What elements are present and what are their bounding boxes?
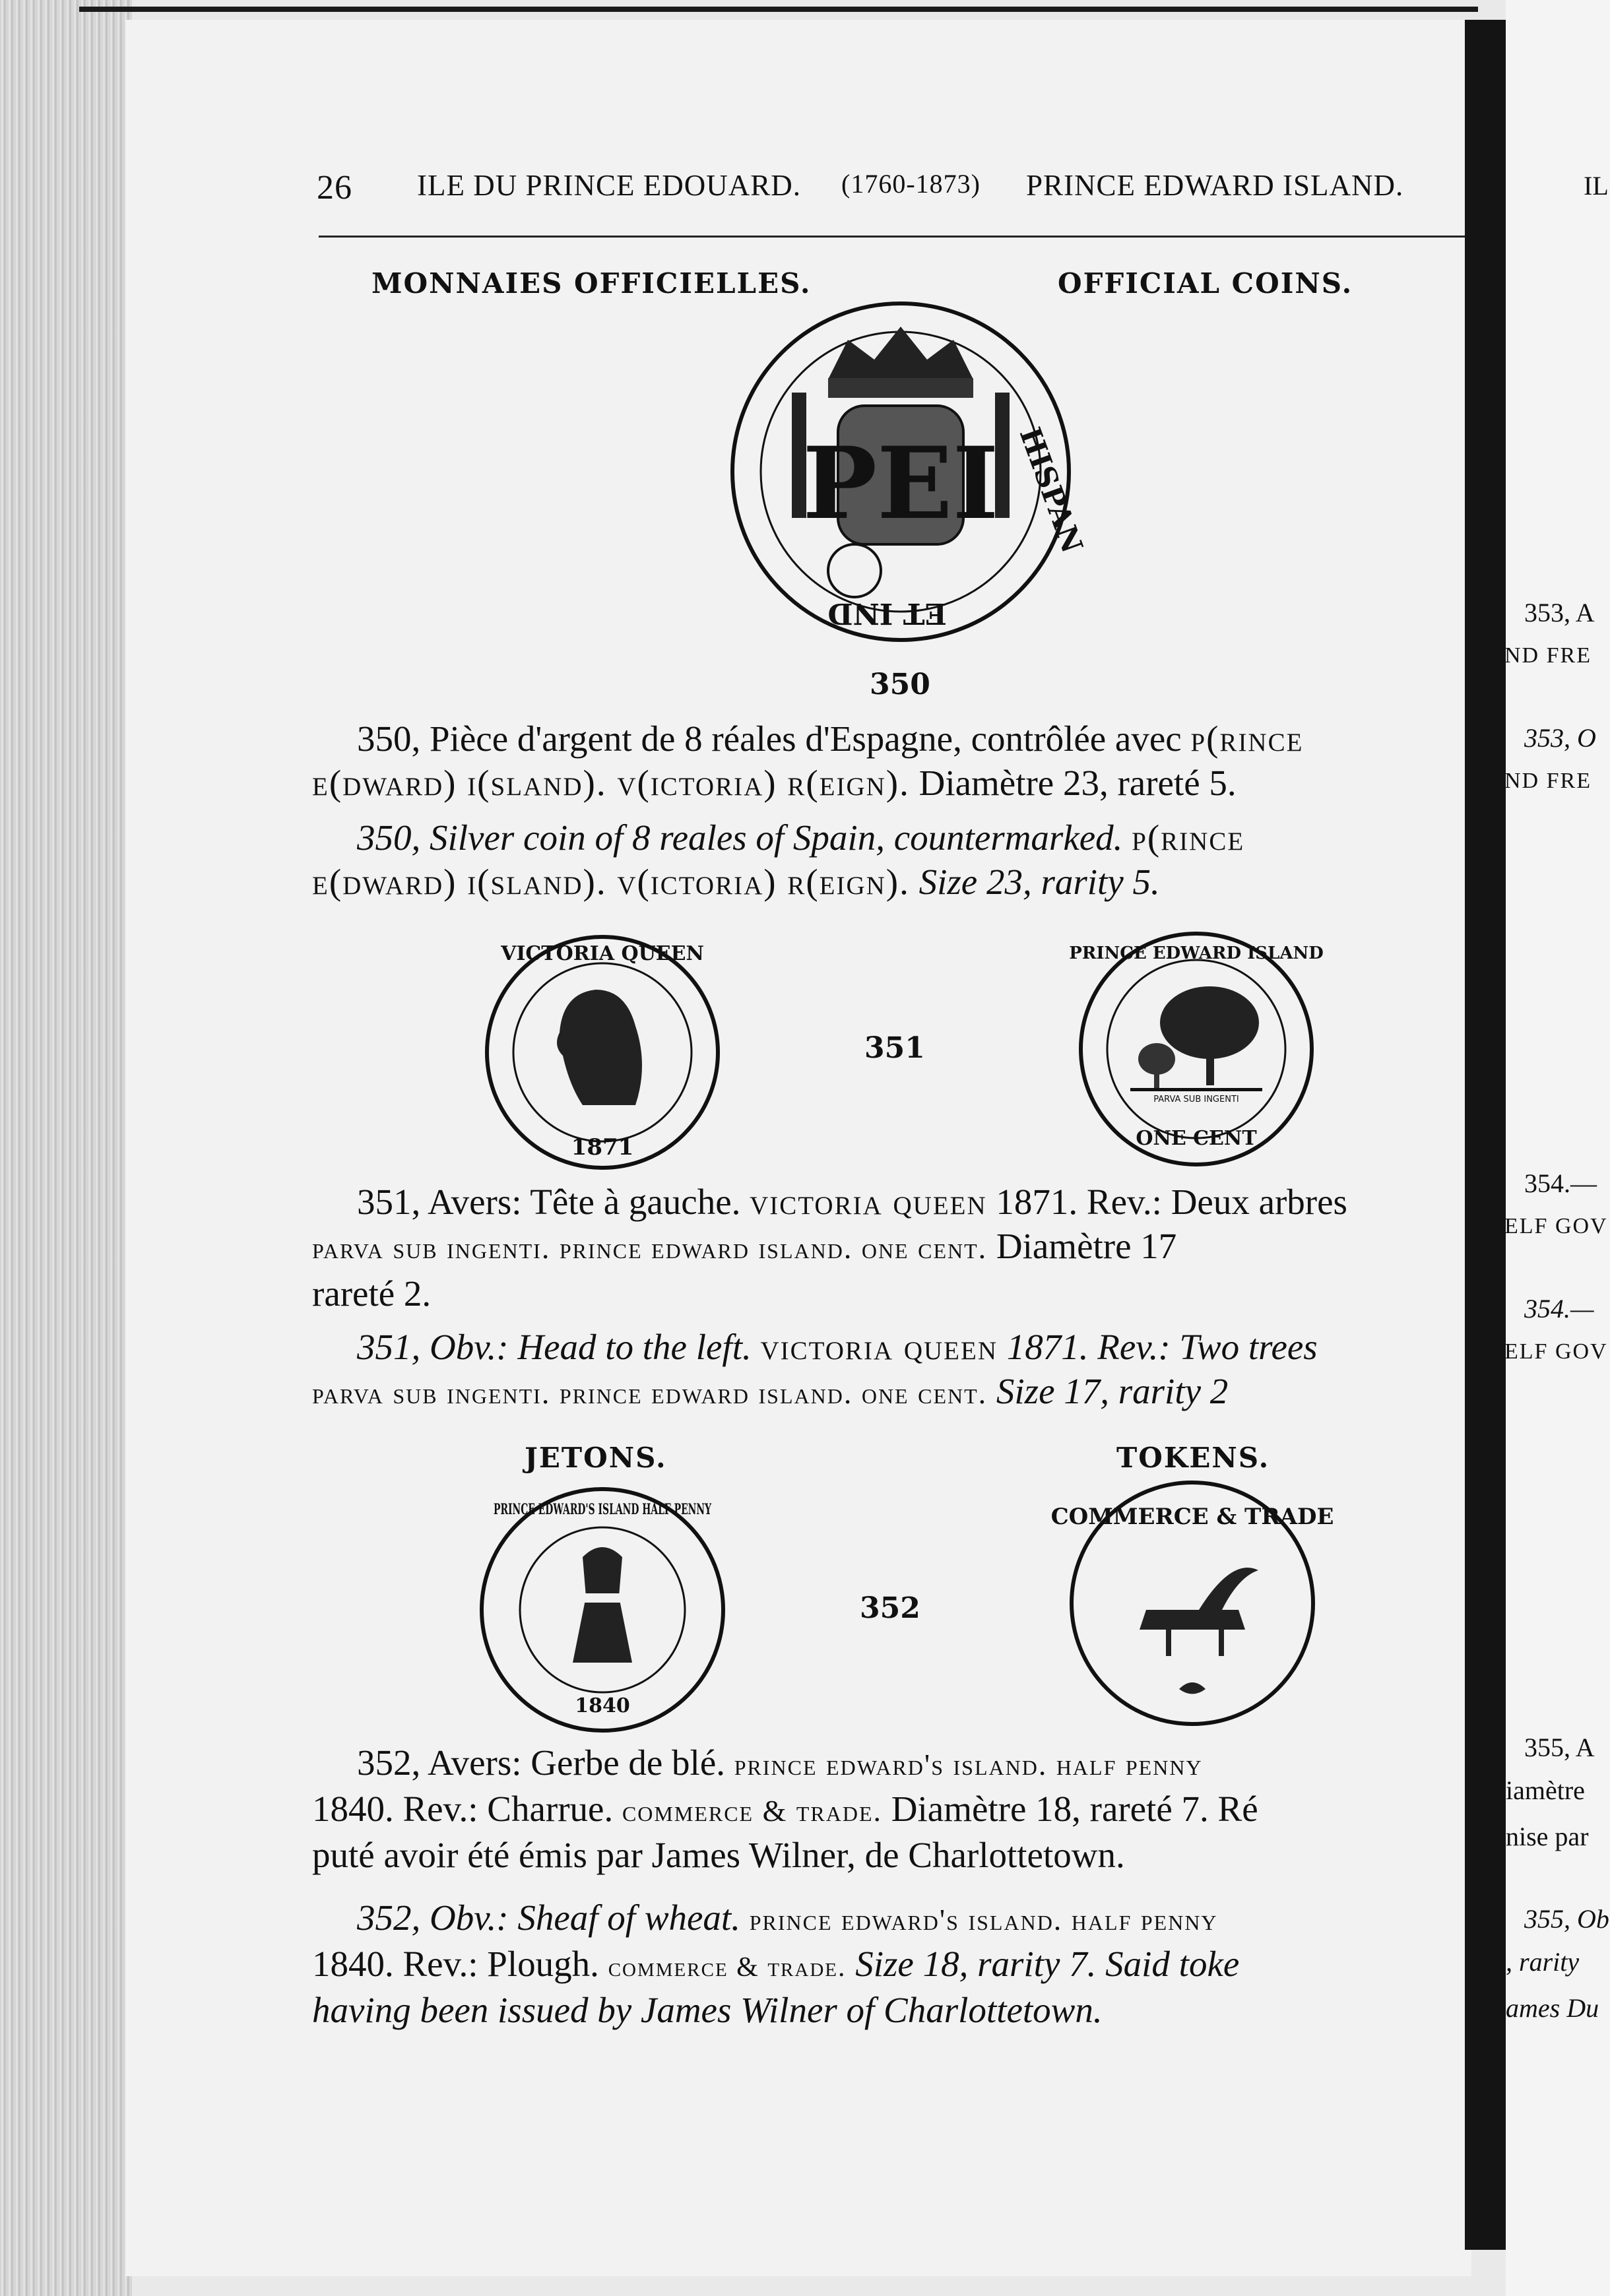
entry-351-en-line1: 351, Obv.: Head to the left. victoria queen 1871. Rev.: Two trees (357, 1327, 1318, 1367)
coin-352-reverse-legend: COMMERCE & TRADE (1050, 1504, 1334, 1530)
running-head-french: ILE DU PRINCE EDOUARD. (417, 169, 801, 202)
coin-351-obverse-legend: VICTORIA QUEEN (501, 942, 704, 965)
section-tokens-fr: JETONS. (525, 1442, 667, 1474)
running-head-dates: (1760-1873) (841, 169, 981, 199)
entry-350-en-line2: e(dward) i(sland). v(ictoria) r(eign). Size 23, rarity 5. (312, 862, 1160, 902)
coin-351-reverse-legend: PRINCE EDWARD ISLAND (1069, 943, 1324, 963)
section-official-coins-en: OFFICIAL COINS. (1058, 267, 1353, 300)
scan-top-border (79, 7, 1478, 12)
book-spine-edge (0, 0, 132, 2296)
section-official-coins-fr: MONNAIES OFFICIELLES. (371, 267, 812, 300)
coin-number-351: 351 (864, 1031, 925, 1065)
coin-352-obverse-image (477, 1484, 728, 1735)
next-page-edge: IL 353, A ND FRE 353, O ND FRE 354.— ELF GOV 354.— ELF GOV 355, A iamètre nise par 355, Ob , rarity ames Du (1506, 0, 1610, 2296)
coin-351-obverse-image (484, 934, 721, 1171)
page-number: 26 (317, 169, 352, 207)
coin-351-reverse-motto: PARVA SUB INGENTI (1153, 1095, 1239, 1104)
coin-351-reverse-value: ONE CENT (1136, 1127, 1257, 1150)
coin-352-obverse-year: 1840 (575, 1694, 630, 1717)
coin-351-obverse-year: 1871 (571, 1134, 634, 1161)
entry-352-en-line3: having been issued by James Wilner of Charlottetown. (312, 1990, 1103, 2030)
coin-350-legend-right: HISPAN (1012, 423, 1089, 558)
entry-351-fr-line3: rareté 2. (312, 1273, 432, 1314)
coin-number-350: 350 (870, 668, 930, 701)
coin-352-reverse-image (1050, 1478, 1334, 1729)
running-head-english: PRINCE EDWARD ISLAND. (1026, 169, 1404, 202)
entry-351-fr-line2: parva sub ingenti. prince edward island. one cent. Diamètre 17 (312, 1226, 1177, 1266)
entry-352-fr-line3: puté avoir été émis par James Wilner, de Charlottetown. (312, 1835, 1125, 1875)
entry-351-en-line2: parva sub ingenti. prince edward island. one cent. Size 17, rarity 2 (312, 1371, 1229, 1411)
entry-352-en-line1: 352, Obv.: Sheaf of wheat. prince edward's island. half penny (357, 1897, 1218, 1938)
coin-350-countermark: PEI (802, 426, 999, 542)
coin-number-352: 352 (860, 1591, 920, 1625)
entry-350-en-line1: 350, Silver coin of 8 reales of Spain, countermarked. p(rince (357, 817, 1245, 858)
entry-351-fr-line1: 351, Avers: Tête à gauche. victoria queen 1871. Rev.: Deux arbres (357, 1182, 1347, 1222)
entry-352-fr-line1: 352, Avers: Gerbe de blé. prince edward's island. half penny (357, 1742, 1203, 1783)
coin-350-legend-bottom: ET IND (827, 596, 947, 630)
binding-shadow (1465, 20, 1506, 2250)
coin-351-reverse-image (1069, 927, 1324, 1171)
entry-350-fr-line1: 350, Pièce d'argent de 8 réales d'Espagne, contrôlée avec p(rince (357, 718, 1304, 759)
header-rule (319, 236, 1467, 238)
coin-350-image (729, 300, 1089, 660)
coin-352-obverse-legend: PRINCE EDWARD'S ISLAND HALF PENNY (494, 1501, 712, 1518)
section-tokens-en: TOKENS. (1116, 1442, 1270, 1474)
entry-352-fr-line2: 1840. Rev.: Charrue. commerce & trade. Diamètre 18, rareté 7. Ré (312, 1789, 1258, 1829)
entry-352-en-line2: 1840. Rev.: Plough. commerce & trade. Size 18, rarity 7. Said toke (312, 1944, 1240, 1984)
entry-350-fr-line2: e(dward) i(sland). v(ictoria) r(eign). Diamètre 23, rareté 5. (312, 763, 1237, 803)
